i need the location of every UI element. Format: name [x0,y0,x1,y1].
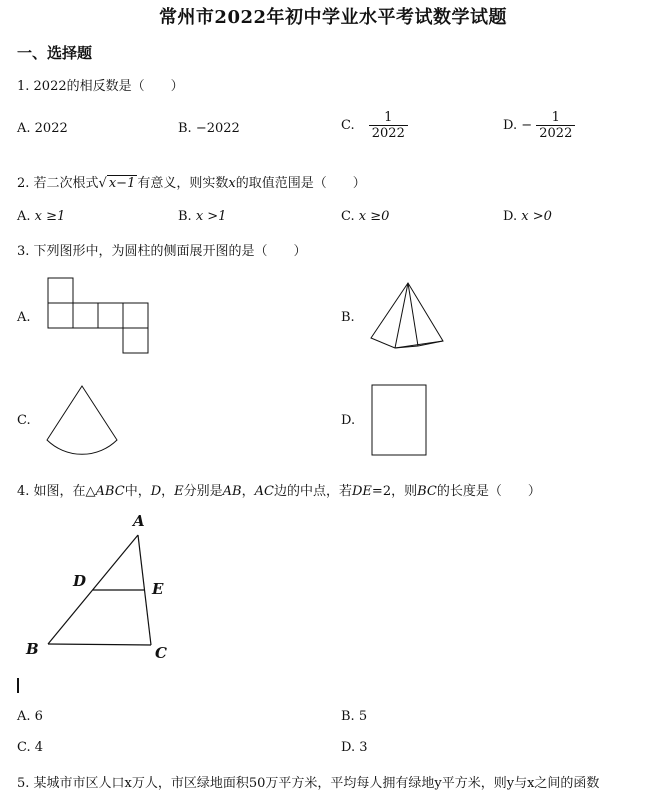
section-heading: 一、选择题 [17,44,93,62]
question-1-option-b: B. −2022 [178,121,240,136]
question-1-stem: 1. 2022的相反数是（ ） [17,79,184,94]
vertex-label-e: E [152,580,164,598]
question-1-option-a: A. 2022 [17,121,68,136]
sqrt-radicand: x−1 [108,176,136,191]
q4-point-e: E [174,484,184,499]
vertex-label-a: A [133,512,145,530]
q4-text: ， [241,484,255,499]
page-title: 常州市2022年初中学业水平考试数学试题 [158,7,508,28]
question-3-option-c-label: C. [17,413,31,428]
option-c-numerator: 1 [384,110,393,125]
q4-segment-de: DE [352,484,372,499]
q4-segment-ab: AB [222,484,242,499]
question-3-option-a-label: A. [17,310,31,325]
q4-stem-pre: 4. 如图，在△ [17,484,96,499]
net-square [123,328,148,353]
q2-stem-end: 的取值范围是（ ） [235,176,366,191]
q4-text: 的长度是（ ） [436,484,541,499]
question-2-option-a [17,209,65,224]
question-3-stem: 3. 下列图形中，为圆柱的侧面展开图的是（ ） [17,244,307,259]
question-2-option-b [178,209,226,224]
pyramid-base-edge [418,341,443,346]
option-c-label: C. [341,209,355,224]
q4-point-d: D [150,484,162,499]
vertex-label-b: B [26,640,39,658]
option-d-math: x >0 [521,209,552,224]
q2-stem-pre: 2. 若二次根式 [17,176,99,191]
q4-text: 边的中点，若 [273,484,352,499]
option-c-label: C. [341,118,355,133]
sqrt-sign: √ [98,176,107,191]
q4-text: =2，则 [371,484,418,499]
option-c-denominator: 2022 [369,125,408,141]
option-d-fraction [536,110,575,141]
vertex-label-c: C [155,644,167,662]
option-a-label: A. [17,209,31,224]
option-d-numerator: 1 [551,110,560,125]
q4-segment-ac: AC [254,484,274,499]
rectangle-shape [372,385,426,455]
q4-text: 分别是 [183,484,223,499]
question-4-option-c: C. 4 [17,740,44,755]
option-d-label: D. − [503,118,533,133]
side-bc [48,644,151,645]
sector-figure [44,383,124,455]
question-3-option-b-label: B. [341,310,355,325]
question-5-stem: 5. 某城市市区人口x万人，市区绿地面积50万平方米，平均每人拥有绿地y平方米，则y与x之间的函数 [17,776,600,791]
question-2-option-d [503,209,552,224]
net-square [73,303,98,328]
question-1-option-d [503,110,575,141]
question-2-stem [17,172,366,191]
text-cursor [17,678,19,693]
option-d-label: D. [503,209,518,224]
question-2-option-c [341,209,389,224]
question-4-option-d: D. 3 [341,740,368,755]
question-3-option-d-label: D. [341,413,356,428]
net-square [123,303,148,328]
q4-triangle-name: ABC [95,484,125,499]
q2-variable: x [228,176,236,191]
option-c-fraction [369,110,408,141]
net-square [98,303,123,328]
triangle-figure [20,508,180,668]
option-d-denominator: 2022 [536,125,575,141]
option-b-math: x >1 [195,209,227,224]
q2-stem-post: 有意义，则实数 [137,176,229,191]
q4-text: 中， [124,484,151,499]
option-b-label: B. [178,209,192,224]
pyramid-edge [408,283,418,346]
option-c-math: x ≥0 [358,209,390,224]
question-4-option-b: B. 5 [341,709,368,724]
net-square [48,278,73,303]
question-4-option-a: A. 6 [17,709,43,724]
question-4-stem [17,480,541,499]
pyramid-outline [371,283,443,348]
option-a-math: x ≥1 [34,209,66,224]
q4-text: ， [161,484,175,499]
rectangle-figure [370,383,430,457]
q4-segment-bc: BC [417,484,437,499]
pyramid-figure [368,280,448,352]
sqrt-expression [99,176,138,191]
sector-shape [47,386,117,454]
question-1-option-c [341,110,408,141]
cube-net-figure [45,276,153,356]
vertex-label-d: D [73,572,87,590]
net-square [48,303,73,328]
